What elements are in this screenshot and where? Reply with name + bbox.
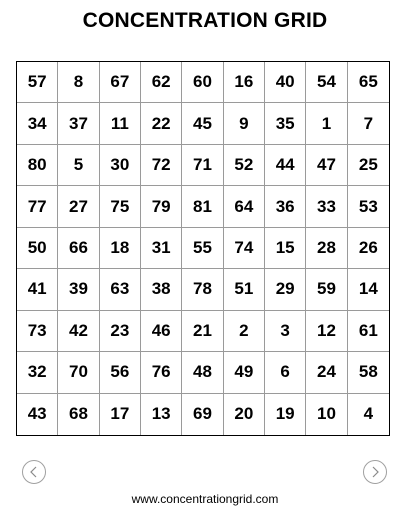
grid-cell[interactable]: 65 <box>348 62 389 103</box>
grid-cell[interactable]: 21 <box>182 311 223 352</box>
chevron-right-icon <box>370 466 380 478</box>
grid-cell[interactable]: 79 <box>141 186 182 227</box>
grid-cell[interactable]: 49 <box>224 352 265 393</box>
number-grid <box>16 61 390 436</box>
grid-cell[interactable]: 63 <box>100 269 141 310</box>
chevron-left-icon <box>29 466 39 478</box>
grid-cell[interactable]: 10 <box>306 394 347 435</box>
grid-cell[interactable]: 1 <box>306 103 347 144</box>
grid-cell[interactable]: 16 <box>224 62 265 103</box>
grid-cell[interactable]: 22 <box>141 103 182 144</box>
grid-cell[interactable]: 44 <box>265 145 306 186</box>
grid-cell[interactable]: 37 <box>58 103 99 144</box>
grid-cell[interactable]: 27 <box>58 186 99 227</box>
grid-cell[interactable]: 46 <box>141 311 182 352</box>
grid-cell[interactable]: 17 <box>100 394 141 435</box>
grid-cell[interactable]: 9 <box>224 103 265 144</box>
grid-cell[interactable]: 36 <box>265 186 306 227</box>
grid-cell[interactable]: 66 <box>58 228 99 269</box>
grid-cell[interactable]: 54 <box>306 62 347 103</box>
grid-cell[interactable]: 73 <box>17 311 58 352</box>
grid-cell[interactable]: 61 <box>348 311 389 352</box>
grid-cell[interactable]: 39 <box>58 269 99 310</box>
grid-cell[interactable]: 25 <box>348 145 389 186</box>
grid-cell[interactable]: 43 <box>17 394 58 435</box>
grid-cell[interactable]: 15 <box>265 228 306 269</box>
grid-cell[interactable]: 40 <box>265 62 306 103</box>
next-button[interactable] <box>363 460 387 484</box>
previous-button[interactable] <box>22 460 46 484</box>
grid-cell[interactable]: 41 <box>17 269 58 310</box>
grid-cell[interactable]: 42 <box>58 311 99 352</box>
grid-cell[interactable]: 62 <box>141 62 182 103</box>
grid-cell[interactable]: 18 <box>100 228 141 269</box>
footer-url[interactable]: www.concentrationgrid.com <box>131 492 279 506</box>
grid-cell[interactable]: 29 <box>265 269 306 310</box>
grid-cell[interactable]: 32 <box>17 352 58 393</box>
grid-cell[interactable]: 59 <box>306 269 347 310</box>
grid-cell[interactable]: 80 <box>17 145 58 186</box>
grid-cell[interactable]: 20 <box>224 394 265 435</box>
grid-cell[interactable]: 75 <box>100 186 141 227</box>
grid-cell[interactable]: 56 <box>100 352 141 393</box>
grid-cell[interactable]: 33 <box>306 186 347 227</box>
grid-cell[interactable]: 47 <box>306 145 347 186</box>
grid-cell[interactable]: 55 <box>182 228 223 269</box>
grid-cell[interactable]: 6 <box>265 352 306 393</box>
grid-cell[interactable]: 74 <box>224 228 265 269</box>
grid-cell[interactable]: 60 <box>182 62 223 103</box>
grid-cell[interactable]: 53 <box>348 186 389 227</box>
grid-cell[interactable]: 81 <box>182 186 223 227</box>
grid-cell[interactable]: 68 <box>58 394 99 435</box>
grid-cell[interactable]: 45 <box>182 103 223 144</box>
grid-cell[interactable]: 76 <box>141 352 182 393</box>
grid-cell[interactable]: 28 <box>306 228 347 269</box>
grid-cell[interactable]: 5 <box>58 145 99 186</box>
grid-cell[interactable]: 72 <box>141 145 182 186</box>
grid-cell[interactable]: 50 <box>17 228 58 269</box>
page-title: CONCENTRATION GRID <box>82 9 328 32</box>
grid-cell[interactable]: 71 <box>182 145 223 186</box>
grid-cell[interactable]: 13 <box>141 394 182 435</box>
grid-cell[interactable]: 12 <box>306 311 347 352</box>
grid-cell[interactable]: 8 <box>58 62 99 103</box>
grid-cell[interactable]: 38 <box>141 269 182 310</box>
grid-cell[interactable]: 7 <box>348 103 389 144</box>
grid-cell[interactable]: 64 <box>224 186 265 227</box>
grid-cell[interactable]: 26 <box>348 228 389 269</box>
grid-cell[interactable]: 14 <box>348 269 389 310</box>
grid-cell[interactable]: 67 <box>100 62 141 103</box>
grid-cell[interactable]: 31 <box>141 228 182 269</box>
grid-cell[interactable]: 58 <box>348 352 389 393</box>
grid-cell[interactable]: 52 <box>224 145 265 186</box>
grid-cell[interactable]: 19 <box>265 394 306 435</box>
grid-cell[interactable]: 35 <box>265 103 306 144</box>
grid-cell[interactable]: 57 <box>17 62 58 103</box>
grid-cell[interactable]: 51 <box>224 269 265 310</box>
grid-cell[interactable]: 30 <box>100 145 141 186</box>
grid-cell[interactable]: 23 <box>100 311 141 352</box>
grid-cell[interactable]: 34 <box>17 103 58 144</box>
grid-cell[interactable]: 77 <box>17 186 58 227</box>
grid-cell[interactable]: 70 <box>58 352 99 393</box>
grid-cell[interactable]: 3 <box>265 311 306 352</box>
grid-cell[interactable]: 11 <box>100 103 141 144</box>
grid-cell[interactable]: 2 <box>224 311 265 352</box>
grid-cell[interactable]: 78 <box>182 269 223 310</box>
grid-cell[interactable]: 69 <box>182 394 223 435</box>
grid-cell[interactable]: 48 <box>182 352 223 393</box>
grid-cell[interactable]: 24 <box>306 352 347 393</box>
grid-cell[interactable]: 4 <box>363 404 374 424</box>
